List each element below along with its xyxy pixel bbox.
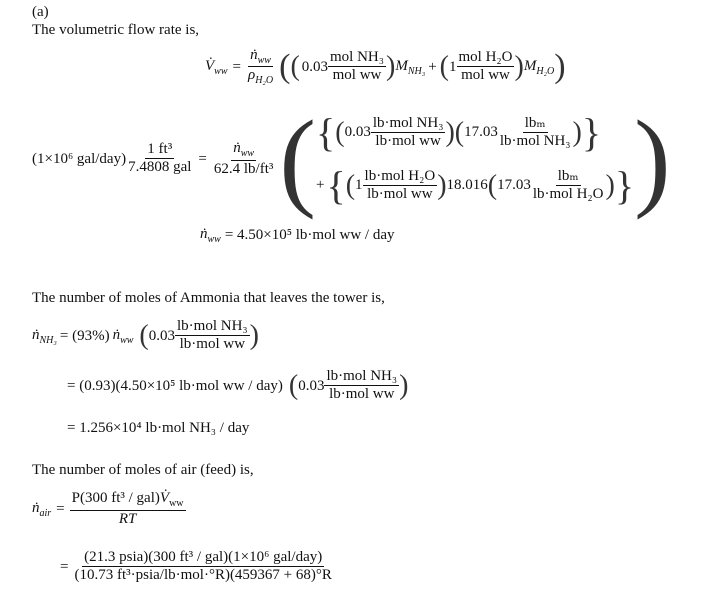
eq7-fraction: $\frac{P(300 ft^3 / gal)V̇_{ww}}{RT}$ (71, 490, 184, 527)
equation-ammonia-2: = (0.93)(4.50×10⁵ lb·mol ww / day) ( 0.03 $\frac{\text{lb·mol NH₃}}{\text{lb·mol ww}}$ ) (67, 368, 409, 403)
eq8-fraction: $\frac{\text{(21.3 psia)(300 ft³ / gal)(1×10⁶ gal/day)}}{\text{(10.73 ft³·psia/lb·mol·°R)(459367 + 68)°R}}$ (74, 549, 332, 584)
eq2-mw2: $\frac{\text{lbₘ}}{\text{lb·mol H₂O}}$ (532, 167, 604, 202)
eq2-ratio: $\frac{ṅ_{ww}}{\text{62.4 lb/ft³}}$ (213, 140, 274, 177)
eq1-coef1: 0.03 (301, 58, 329, 75)
equation-ammonia-1: ṅ$_{NH_3}$ = (93%) ṅ$_{ww}$ ( 0.03 $\frac{\text{lb·mol NH₃}}{\text{lb·mol ww}}$ ) (32, 318, 259, 353)
intro-air-text: The number of moles of air (feed) is, (32, 462, 254, 478)
eq1-ratio: $\frac{ṅ_{ww}}{\rho_{H_2O}}$ (247, 46, 274, 87)
equation-air-1: ṅ$_{air}$ = $\frac{P(300 ft^3 / gal)V̇_{ww}}{RT}$ (32, 490, 184, 527)
eq1-m2: $M_{H_2O}$ (523, 57, 555, 77)
equation-volumetric-flow: $V̇_{ww}$ = $\frac{ṅ_{ww}}{\rho_{H_2O}}$ ( ( 0.03 $\frac{\text{mol NH₃}}{\text{mol ww}}$ ) $M_{NH_3}$ + ( 1 $\frac{\text{mol H₂O}}{\text{mol ww}}$ ) $M_{H_2O}$ ) (205, 46, 566, 87)
equation-molar-flow-result: ṅ$_{ww}$ = 4.50×10⁵ lb·mol ww / day (200, 226, 395, 245)
eq1-lhs: $V̇_{ww}$ (205, 57, 228, 77)
eq2-unit2: $\frac{\text{lb·mol H₂O}}{\text{lb·mol ww}}$ (364, 167, 436, 202)
eq2-bracket-body: { ( 0.03 $\frac{\text{lb·mol NH₃}}{\text{lb·mol ww}}$ ) ( 17.03 $\frac{\text{lbₘ}}{\text{lb·mol NH₃}}$ ) } + { ( 1 $\frac{\text{lb·mol H₂O}}{\text{lb·mol ww}}$ ) 18.016 ( 17.03 $\frac{\text{lbₘ}}{\text{lb·mol H₂O}}$ ) } (316, 110, 635, 208)
part-label: (a) (32, 4, 49, 20)
equation-air-2: = $\frac{\text{(21.3 psia)(300 ft³ / gal)(1×10⁶ gal/day)}}{\text{(10.73 ft³·psia/lb·mol·°R)(459367 + 68)°R}}$ (60, 549, 332, 584)
eq2-unit1: $\frac{\text{lb·mol NH₃}}{\text{lb·mol ww}}$ (372, 114, 444, 149)
eq2-flow: (1×10⁶ gal/day) (32, 150, 127, 167)
eq1-coef2: 1 (449, 58, 457, 75)
eq2-mw1: $\frac{\text{lbₘ}}{\text{lb·mol NH₃}}$ (499, 114, 571, 149)
eq5-unit: $\frac{\text{lb·mol NH₃}}{\text{lb·mol ww}}$ (326, 368, 398, 403)
intro-ammonia-text: The number of moles of Ammonia that leaves the tower is, (32, 290, 385, 306)
eq4-unit: $\frac{\text{lb·mol NH₃}}{\text{lb·mol ww}}$ (177, 318, 248, 353)
equation-ammonia-result: = 1.256×10⁴ lb·mol NH₃ / day (67, 420, 250, 436)
eq1-unit1: $\frac{\text{mol NH₃}}{\text{mol ww}}$ (330, 49, 384, 84)
equation-flow-balance: (1×10⁶ gal/day) $\frac{\text{1 ft³}}{\text{7.4808 gal}}$ = $\frac{ṅ_{ww}}{\text{62.4 lb/ft³}}$ ( { ( 0.03 $\frac{\text{lb·mol NH₃}}{\text{lb·mol ww}}$ ) ( 17.03 $\frac{\text{lbₘ}}{\text{lb·mol NH₃}}$ ) } + { ( 1 $\frac{\text{lb·mol H₂O}}{\text{lb·mol ww}}$ ) 18.016 ( 17.03 $\frac{\text{lbₘ}}{\text{lb·mol H₂O}}$ ) } ) (32, 98, 671, 220)
eq1-m1: $M_{NH_3}$ (395, 57, 426, 77)
eq2-conversion: $\frac{\text{1 ft³}}{\text{7.4808 gal}}$ (128, 141, 192, 176)
eq1-unit2: $\frac{\text{mol H₂O}}{\text{mol ww}}$ (458, 49, 513, 84)
intro-flow-text: The volumetric flow rate is, (32, 22, 200, 38)
